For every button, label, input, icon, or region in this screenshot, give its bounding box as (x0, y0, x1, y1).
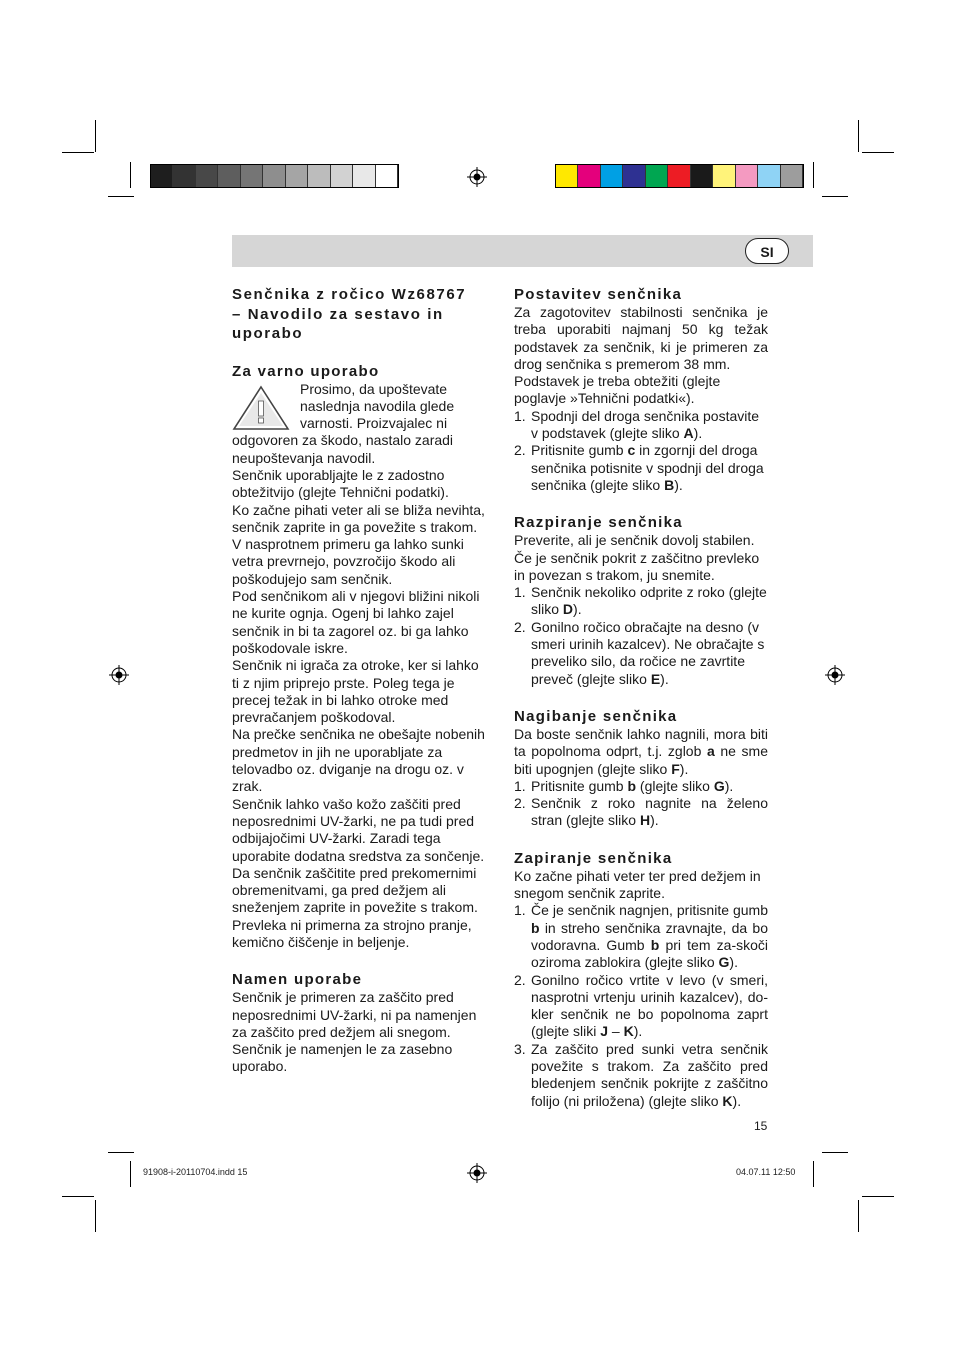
intended-use-paragraph: Senčnik je namenjen le za zasebno uporabo. (232, 1041, 453, 1075)
color-swatch (578, 165, 600, 187)
registration-mark-icon (467, 167, 487, 187)
color-swatch (196, 165, 218, 187)
close-paragraph: Ko začne pihati veter ter pred dežjem in snegom senčnik zaprite. (514, 867, 761, 902)
footer-file-info: 91908-i-20110704.indd 15 (143, 1167, 248, 1177)
registration-mark-icon (109, 665, 129, 685)
color-swatch (646, 165, 668, 187)
color-swatch (376, 165, 398, 187)
setup-heading: Postavitev senčnika (514, 286, 683, 303)
safety-paragraph: Senčnik uporabljajte le z zadostno obtežitvijo (glejte Tehnični podatki). (232, 466, 449, 501)
list-item: 2. Gonilno ročico obračajte na desno (v smeri urinih kazalcev). Ne obračajte s preveliko silo, da ročice ne zavrtite preveč (glejte sliko E). (514, 618, 765, 687)
setup-steps (514, 408, 768, 494)
safety-paragraph: odgovoren za škodo, nastalo zaradi neupoštevanja navodil. (232, 432, 454, 466)
color-swatch (556, 165, 578, 187)
color-swatch (713, 165, 735, 187)
language-badge: SI (745, 238, 789, 264)
color-swatch (691, 165, 713, 187)
page-number: 15 (754, 1119, 768, 1133)
process-color-bar (555, 164, 804, 188)
registration-mark-icon (825, 665, 845, 685)
setup-paragraph: Podstavek je treba obtežiti (glejte poglavje »Tehnični podatki«). (514, 373, 721, 407)
tilt-heading: Nagibanje senčnika (514, 707, 678, 725)
section-header-band (232, 235, 813, 267)
color-swatch (308, 165, 330, 187)
grayscale-color-bar (150, 164, 399, 188)
safety-paragraph: Pod senčnikom ali v njegovi bližini nikoli ne kurite ognja. Ogenj bi lahko zajel senčnik in bi ta zagorel oz. bi ga lahko poškodovale iskre. (232, 588, 480, 656)
list-item: 2. Senčnik z roko nagnite na želeno stran (glejte sliko H). (514, 795, 768, 829)
list-item: 1. Če je senčnik nagnjen, pritisnite gumb b in streho senčnika zravnajte, da bo vodoravna. Gumb b pri tem za-skoči oziroma zablokira (glejte sliko G). (514, 902, 768, 971)
setup-paragraph: Za zagotovitev stabilnosti senčnika je treba uporabiti najmanj 50 kg težak podstavek za senčnik, ki je primeren za drog senčnika s premerom 38 mm. (514, 304, 768, 372)
safety-intro-line: naslednja navodila glede (300, 397, 455, 414)
left-column (232, 285, 486, 1076)
color-swatch (736, 165, 758, 187)
open-heading: Razpiranje senčnika (514, 514, 683, 532)
safety-paragraph: Da senčnik zaščitite pred prekomernimi obremenitvami, ga pred dežjem ali sneženjem zaprite in povežite s trakom. Prevleka ni primerna za strojno pranje, kemično čiščenje in beljenje. (232, 864, 478, 950)
color-swatch (781, 165, 803, 187)
safety-paragraph: Na prečke senčnika ne obešajte nobenih predmetov in jih ne uporabljate za telovadbo oz. dviganje na drogu oz. v zrak. (232, 726, 485, 795)
list-item: 2. Pritisnite gumb c in zgornji del droga senčnika potisnite v spodnji del droga senčnika (glejte sliko B). (514, 442, 764, 493)
list-item: 3. Za zaščito pred sunki vetra senčnik povežite s trakom. Za zaščito pred bledenjem senčnik pokrijte z zaščitno folijo (ni priložena) (glejte sliko K). (514, 1040, 768, 1109)
color-swatch (263, 165, 285, 187)
color-swatch (331, 165, 353, 187)
right-column (514, 285, 768, 1110)
close-steps (514, 902, 768, 1110)
open-paragraph: Če je senčnik pokrit z zaščitno prevleko in povezan s trakom, ju snemite. (514, 549, 760, 583)
color-swatch (758, 165, 780, 187)
color-swatch (601, 165, 623, 187)
tilt-paragraph: Da boste senčnik lahko nagnili, mora biti ta popolnoma odprt, t.j. zglob a ne sme biti upognjen (glejte sliko F). (514, 725, 768, 777)
safety-paragraph: Ko začne pihati veter ali se bliža nevihta, senčnik zaprite in ga povežite s trakom. V nasprotnem primeru ga lahko sunki vetra prevrnejo, povzročijo škodo ali poškodujejo sam senčnik. (232, 501, 485, 587)
color-swatch (173, 165, 195, 187)
registration-mark-icon (467, 1163, 487, 1183)
open-paragraph: Preverite, ali je senčnik dovolj stabilen. (514, 532, 755, 549)
safety-intro-line: Prosimo, da upoštevate (300, 380, 448, 397)
list-item: 1. Pritisnite gumb b (glejte sliko G). (514, 777, 734, 794)
intended-use-paragraph: Senčnik je primeren za zaščito pred neposrednimi UV-žarki, ni pa namenjen za zaščito pred dežjem ali snegom. (232, 989, 477, 1040)
color-swatch (668, 165, 690, 187)
color-swatch (623, 165, 645, 187)
safety-paragraph: Senčnik lahko vašo kožo zaščiti pred neposrednimi UV-žarki, ne pa tudi pred odbijajočimi UV-žarki. Zaradi tega uporabite dodatna sredstva za sončenje. (232, 795, 485, 864)
footer-datetime: 04.07.11 12:50 (736, 1167, 796, 1177)
tilt-steps (514, 778, 768, 830)
list-item: 2. Gonilno ročico vrtite v levo (v smeri, nasprotni vrtenju urinih kazalcev), do-kler senčnik ne bo popolnoma zaprt (glejte sliki J – K). (514, 971, 768, 1040)
safe-use-heading: Za varno uporabo (232, 362, 380, 380)
safety-intro (232, 381, 486, 433)
color-swatch (286, 165, 308, 187)
warning-triangle-icon (232, 385, 290, 431)
intended-use-heading: Namen uporabe (232, 971, 363, 989)
list-item: 1. Senčnik nekoliko odprite z roko (glejte sliko D). (514, 584, 767, 618)
safety-paragraph: Senčnik ni igrača za otroke, ker si lahko ti z njim priprejo prste. Poleg tega je precej težak in bi lahko otroke med prevračanjem poškodoval. (232, 657, 479, 726)
document-title: Senčnika z ročico Wz68767 – Navodilo za sestavo in uporabo (232, 286, 467, 342)
open-steps (514, 584, 768, 688)
color-swatch (241, 165, 263, 187)
close-heading: Zapiranje senčnika (514, 849, 673, 867)
list-item: 1. Spodnji del droga senčnika postavite v podstavek (glejte sliko A). (514, 407, 760, 442)
color-swatch (151, 165, 173, 187)
color-swatch (353, 165, 375, 187)
safety-intro-line: varnosti. Proizvajalec ni (300, 415, 448, 432)
color-swatch (218, 165, 240, 187)
